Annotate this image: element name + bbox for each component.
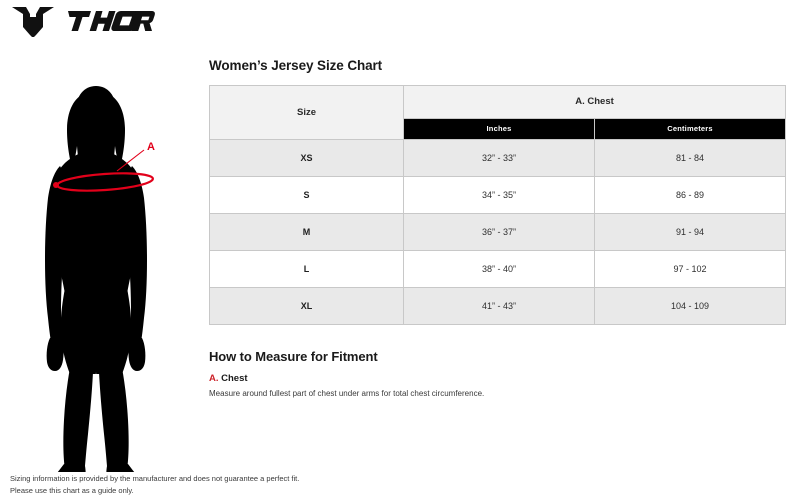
brand-logo [10,5,156,42]
table-header [210,86,786,140]
measure-item-heading [209,373,784,385]
cell-inches: 41” - 43” [404,288,595,325]
cell-centimeters: 81 - 84 [595,140,786,177]
cell-centimeters: 91 - 94 [595,214,786,251]
annotation-label-a: A [147,141,155,153]
column-group-header-chest: A. Chest [404,86,786,119]
measure-item-name: Chest [221,373,248,384]
table-row [210,251,786,288]
measure-item [209,373,784,399]
cell-centimeters: 86 - 89 [595,177,786,214]
cell-inches: 36” - 37” [404,214,595,251]
disclaimer-line-2: Please use this chart as a guide only. [10,485,134,495]
size-chart-table [209,85,786,325]
table-row [210,288,786,325]
column-header-centimeters: Centimeters [595,118,786,139]
cell-inches: 32” - 33” [404,140,595,177]
column-header-size: Size [210,86,404,140]
cell-size: L [210,251,404,288]
table-header-row-group [210,86,786,119]
cell-size: XL [210,288,404,325]
cell-centimeters: 97 - 102 [595,251,786,288]
cell-centimeters: 104 - 109 [595,288,786,325]
measure-item-description: Measure around fullest part of chest under arms for total chest circumference. [209,389,485,398]
thor-trident-icon [10,5,56,42]
brand-wordmark [64,8,156,39]
table-row [210,140,786,177]
cell-inches: 38” - 40” [404,251,595,288]
measure-item-letter: A. [209,373,219,384]
column-header-inches: Inches [404,118,595,139]
table-body [210,140,786,325]
how-to-measure-title: How to Measure for Fitment [209,349,378,364]
page-title: Women’s Jersey Size Chart [209,58,383,73]
size-chart-content [209,58,784,399]
disclaimer [10,473,299,496]
cell-inches: 34” - 35” [404,177,595,214]
measurement-figure [10,72,200,472]
cell-size: M [210,214,404,251]
table-row [210,177,786,214]
cell-size: XS [210,140,404,177]
female-body-silhouette-icon [10,72,200,472]
disclaimer-line-1: Sizing information is provided by the manufacturer and does not guarantee a perfect fit. [10,474,300,483]
table-row [210,214,786,251]
cell-size: S [210,177,404,214]
